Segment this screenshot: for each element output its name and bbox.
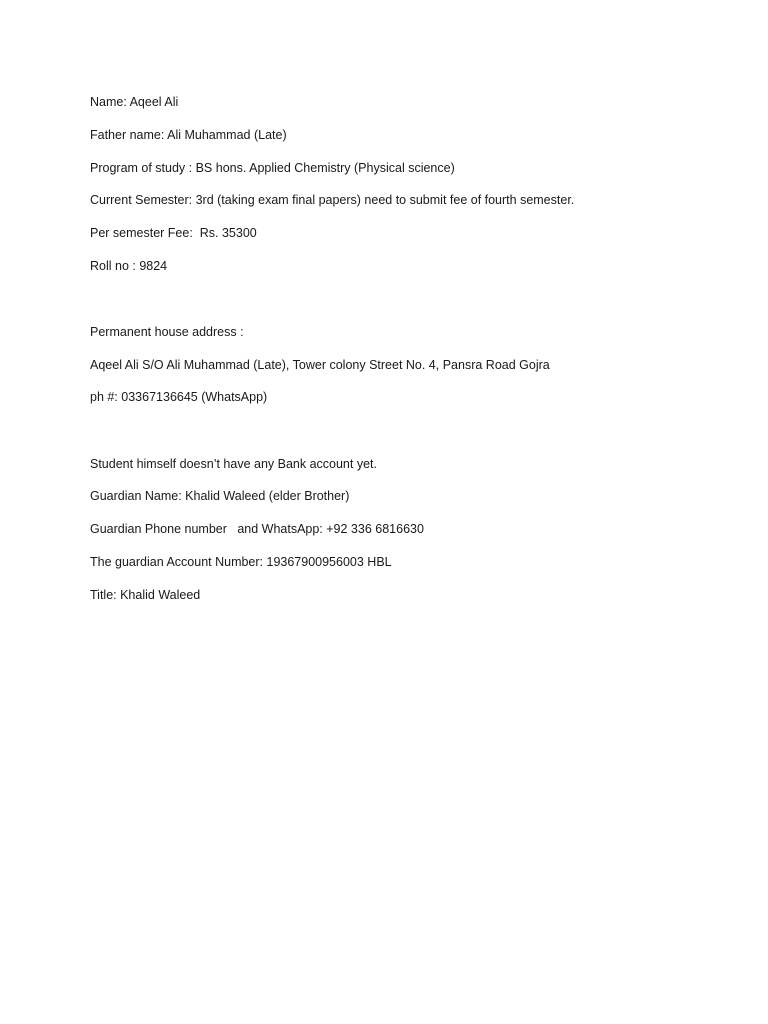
student-name-line: Name: Aqeel Ali (90, 95, 179, 109)
guardian-account-line: The guardian Account Number: 19367900956003 HBL (90, 555, 392, 569)
roll-number-line: Roll no : 9824 (90, 259, 168, 273)
bank-account-note-line: Student himself doesn’t have any Bank account yet. (90, 457, 377, 471)
program-of-study-line: Program of study : BS hons. Applied Chemistry (Physical science) (90, 161, 455, 175)
address-heading-line: Permanent house address : (90, 325, 244, 339)
semester-fee-line: Per semester Fee: Rs. 35300 (90, 226, 257, 240)
account-title-line: Title: Khalid Waleed (90, 588, 201, 602)
address-line: Aqeel Ali S/O Ali Muhammad (Late), Tower colony Street No. 4, Pansra Road Gojra (90, 358, 550, 372)
father-name-line: Father name: Ali Muhammad (Late) (90, 128, 287, 142)
phone-line: ph #: 03367136645 (WhatsApp) (90, 390, 268, 404)
current-semester-line: Current Semester: 3rd (taking exam final papers) need to submit fee of fourth semester. (90, 193, 575, 207)
guardian-name-line: Guardian Name: Khalid Waleed (elder Brother) (90, 489, 350, 503)
guardian-phone-line: Guardian Phone number and WhatsApp: +92 336 6816630 (90, 522, 424, 536)
